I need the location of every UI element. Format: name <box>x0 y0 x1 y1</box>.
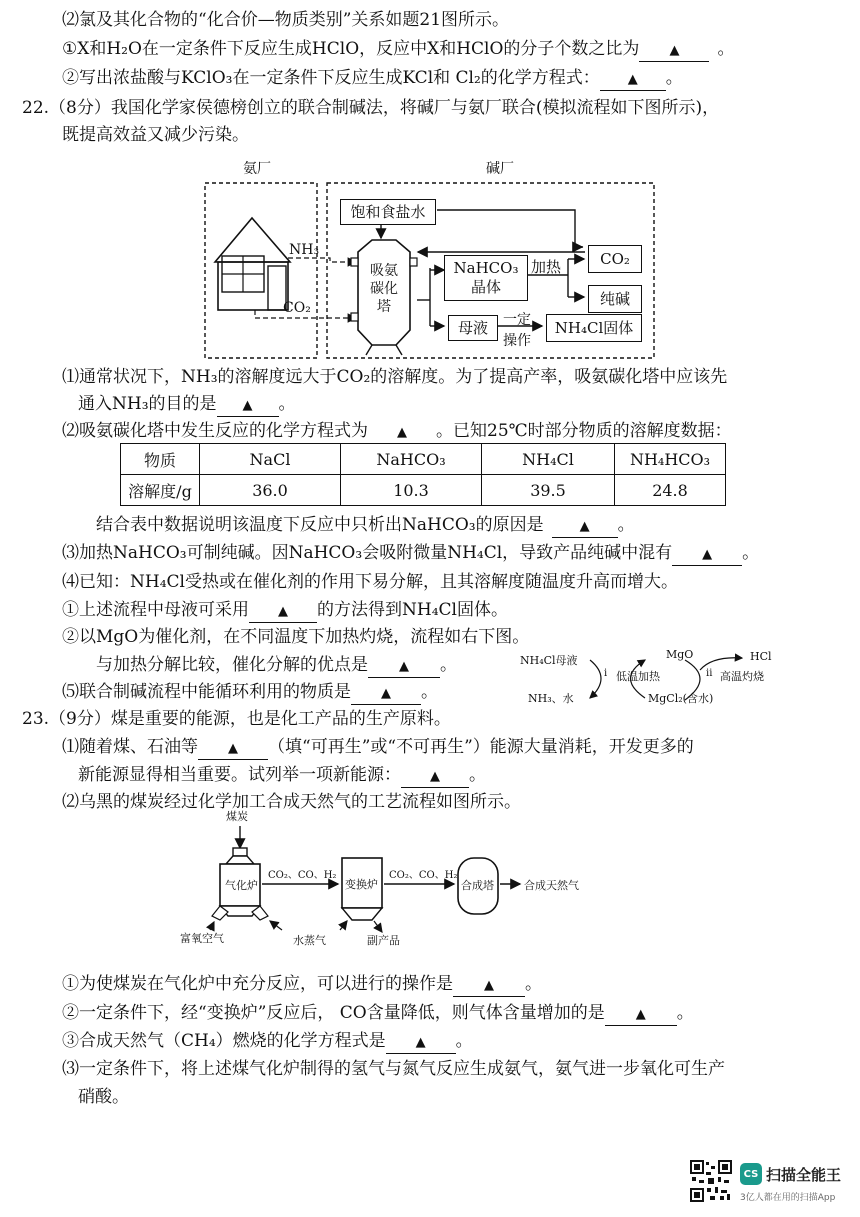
q22-p2: ⑵吸氨碳化塔中发生反应的化学方程式为 ▲ 。已知25℃时部分物质的溶解度数据： <box>62 419 732 444</box>
q23-p1: ⑴随着煤、石油等 ▲ （填“可再生”或“不可再生”）能源大量消耗，开发更多的 <box>62 735 694 760</box>
table-cell: 10.3 <box>341 475 482 506</box>
table-cell: 溶解度/g <box>121 475 200 506</box>
gas-stream-2: CO₂、CO、H₂ <box>389 870 458 881</box>
scanner-tagline: 3亿人都在用的扫描App <box>740 1193 836 1203</box>
heat-label: 加热 <box>531 258 562 276</box>
gasifier-label: 气化炉 <box>225 879 258 892</box>
operation-label-1: 一定 <box>503 312 531 328</box>
table-header-cell: NaCl <box>200 444 341 475</box>
enriched-air-label: 富氧空气 <box>180 932 224 945</box>
nh3-label: NH₃ <box>289 242 320 258</box>
q23-p3: ⑶一定条件下，将上述煤气化炉制得的氢气与氮气反应生成氨气，氨气进一步氧化可生产 <box>62 1059 725 1079</box>
answer-blank[interactable]: ▲ <box>401 765 469 788</box>
q23-s1: ①为使煤炭在气化炉中充分反应，可以进行的操作是 ▲ 。 <box>62 972 542 997</box>
table-cell: 24.8 <box>615 475 726 506</box>
ammonia-plant-label: 氨厂 <box>243 161 271 177</box>
q22-p1-cont: 通入NH₃的目的是 ▲ 。 <box>78 392 296 417</box>
q22-p4-1: ①上述流程中母液可采用 ▲ 的方法得到NH₄Cl固体。 <box>62 598 508 623</box>
byproduct-label: 副产品 <box>367 934 400 947</box>
cycle-low-temp: 低温加热 <box>616 670 660 683</box>
q23-s3: ③合成天然气（CH₄）燃烧的化学方程式是 ▲ 。 <box>62 1029 473 1054</box>
coal-label: 煤炭 <box>226 810 248 823</box>
operation-label-2: 操作 <box>503 333 531 349</box>
q23-p2: ⑵乌黑的煤炭经过化学加工合成天然气的工艺流程如图所示。 <box>62 792 521 812</box>
q22-p4: ⑷已知：NH₄Cl受热或在催化剂的作用下易分解，且其溶解度随温度升高而增大。 <box>62 572 678 592</box>
co2-in-label: CO₂ <box>283 300 311 316</box>
answer-blank[interactable]: ▲ <box>639 39 709 62</box>
answer-blank[interactable]: ▲ <box>672 543 742 566</box>
cycle-hcl: HCl <box>750 650 772 663</box>
cycle-mgcl2: MgCl₂(含水) <box>648 692 714 705</box>
mother-liquor-box: 母液 <box>448 315 498 341</box>
co2-out-box: CO₂ <box>588 245 642 273</box>
answer-blank[interactable]: ▲ <box>368 421 436 444</box>
q22-p5: ⑸联合制碱流程中能循环利用的物质是 ▲ 。 <box>62 680 438 705</box>
cycle-high-temp: 高温灼烧 <box>720 670 764 683</box>
brine-box: 饱和食盐水 <box>340 199 436 225</box>
soda-ash-box: 纯碱 <box>588 285 642 313</box>
q22-p3: ⑶加热NaHCO₃可制纯碱。因NaHCO₃会吸附微量NH₄Cl，导致产品纯碱中混有 ▲ 。 <box>62 541 759 566</box>
answer-blank[interactable]: ▲ <box>600 68 666 91</box>
cycle-step-ii: ii <box>706 668 713 679</box>
shift-converter-label: 变换炉 <box>345 878 378 891</box>
q21-line: ⑵氯及其化合物的“化合价—物质类别”关系如题21图所示。 <box>62 10 510 30</box>
cycle-mother-liquor: NH₄Cl母液 <box>520 654 578 667</box>
q23-p3-cont: 硝酸。 <box>78 1087 129 1107</box>
scanner-app-name: 扫描全能王 <box>766 1166 842 1184</box>
q22-p2-reason: 结合表中数据说明该温度下反应中只析出NaHCO₃的原因是 ▲ 。 <box>96 513 635 538</box>
tower-label: 吸氨碳化塔 <box>370 263 398 315</box>
table-cell: 39.5 <box>482 475 615 506</box>
answer-blank[interactable]: ▲ <box>217 394 279 417</box>
cycle-mgo: MgO <box>666 648 694 661</box>
table-header-cell: NH₄HCO₃ <box>615 444 726 475</box>
table-cell: 36.0 <box>200 475 341 506</box>
q23-s2: ②一定条件下，经“变换炉”反应后， CO含量降低，则气体含量增加的是 ▲ 。 <box>62 1001 694 1026</box>
steam-label: 水蒸气 <box>293 934 326 947</box>
q22-p4-2: ②以MgO为催化剂，在不同温度下加热灼烧，流程如右下图。 <box>62 627 530 647</box>
answer-blank[interactable]: ▲ <box>453 974 525 997</box>
soda-plant-label: 碱厂 <box>486 161 514 177</box>
cycle-nh3-water: NH₃、水 <box>528 692 574 705</box>
q23-heading: 23.（9分）煤是重要的能源，也是化工产品的生产原料。 <box>22 709 451 729</box>
answer-blank[interactable]: ▲ <box>249 600 317 623</box>
answer-blank[interactable]: ▲ <box>605 1003 677 1026</box>
answer-blank[interactable]: ▲ <box>552 515 618 538</box>
q23-p1-cont: 新能源显得相当重要。试列举一项新能源： ▲ 。 <box>78 763 486 788</box>
qr-code-icon <box>690 1160 732 1202</box>
cycle-step-i: i <box>604 668 608 679</box>
answer-blank[interactable]: ▲ <box>351 682 421 705</box>
answer-blank[interactable]: ▲ <box>386 1031 456 1054</box>
synthesis-tower-label: 合成塔 <box>461 879 494 892</box>
gas-stream-1: CO₂、CO、H₂ <box>268 870 337 881</box>
q22-heading: 22.（8分）我国化学家侯德榜创立的联合制碱法，将碱厂与氨厂联合(模拟流程如下图所示)， <box>22 98 720 118</box>
answer-blank[interactable]: ▲ <box>368 655 440 678</box>
nh4cl-solid-box: NH₄Cl固体 <box>546 314 642 342</box>
answer-blank[interactable]: ▲ <box>198 737 268 760</box>
camscanner-logo-icon: CS <box>740 1163 762 1185</box>
q22-heading-2: 既提高效益又减少污染。 <box>62 125 249 145</box>
sng-product-label: 合成天然气 <box>524 879 579 892</box>
nahco3-crystal-box: NaHCO₃ 晶体 <box>444 255 528 301</box>
table-header-cell: NaHCO₃ <box>341 444 482 475</box>
q21-sub2: ②写出浓盐酸与KClO₃在一定条件下反应生成KCl和 Cl₂的化学方程式： ▲ 。 <box>62 66 683 91</box>
table-header-cell: NH₄Cl <box>482 444 615 475</box>
q22-p4-3: 与加热分解比较，催化分解的优点是 ▲ 。 <box>96 653 457 678</box>
q21-sub1: ①X和H₂O在一定条件下反应生成HClO，反应中X和HClO的分子个数之比为 ▲ 。 <box>62 37 734 62</box>
table-header-cell: 物质 <box>121 444 200 475</box>
q22-p1: ⑴通常状况下，NH₃的溶解度远大于CO₂的溶解度。为了提高产率，吸氨碳化塔中应该先 <box>62 367 728 387</box>
